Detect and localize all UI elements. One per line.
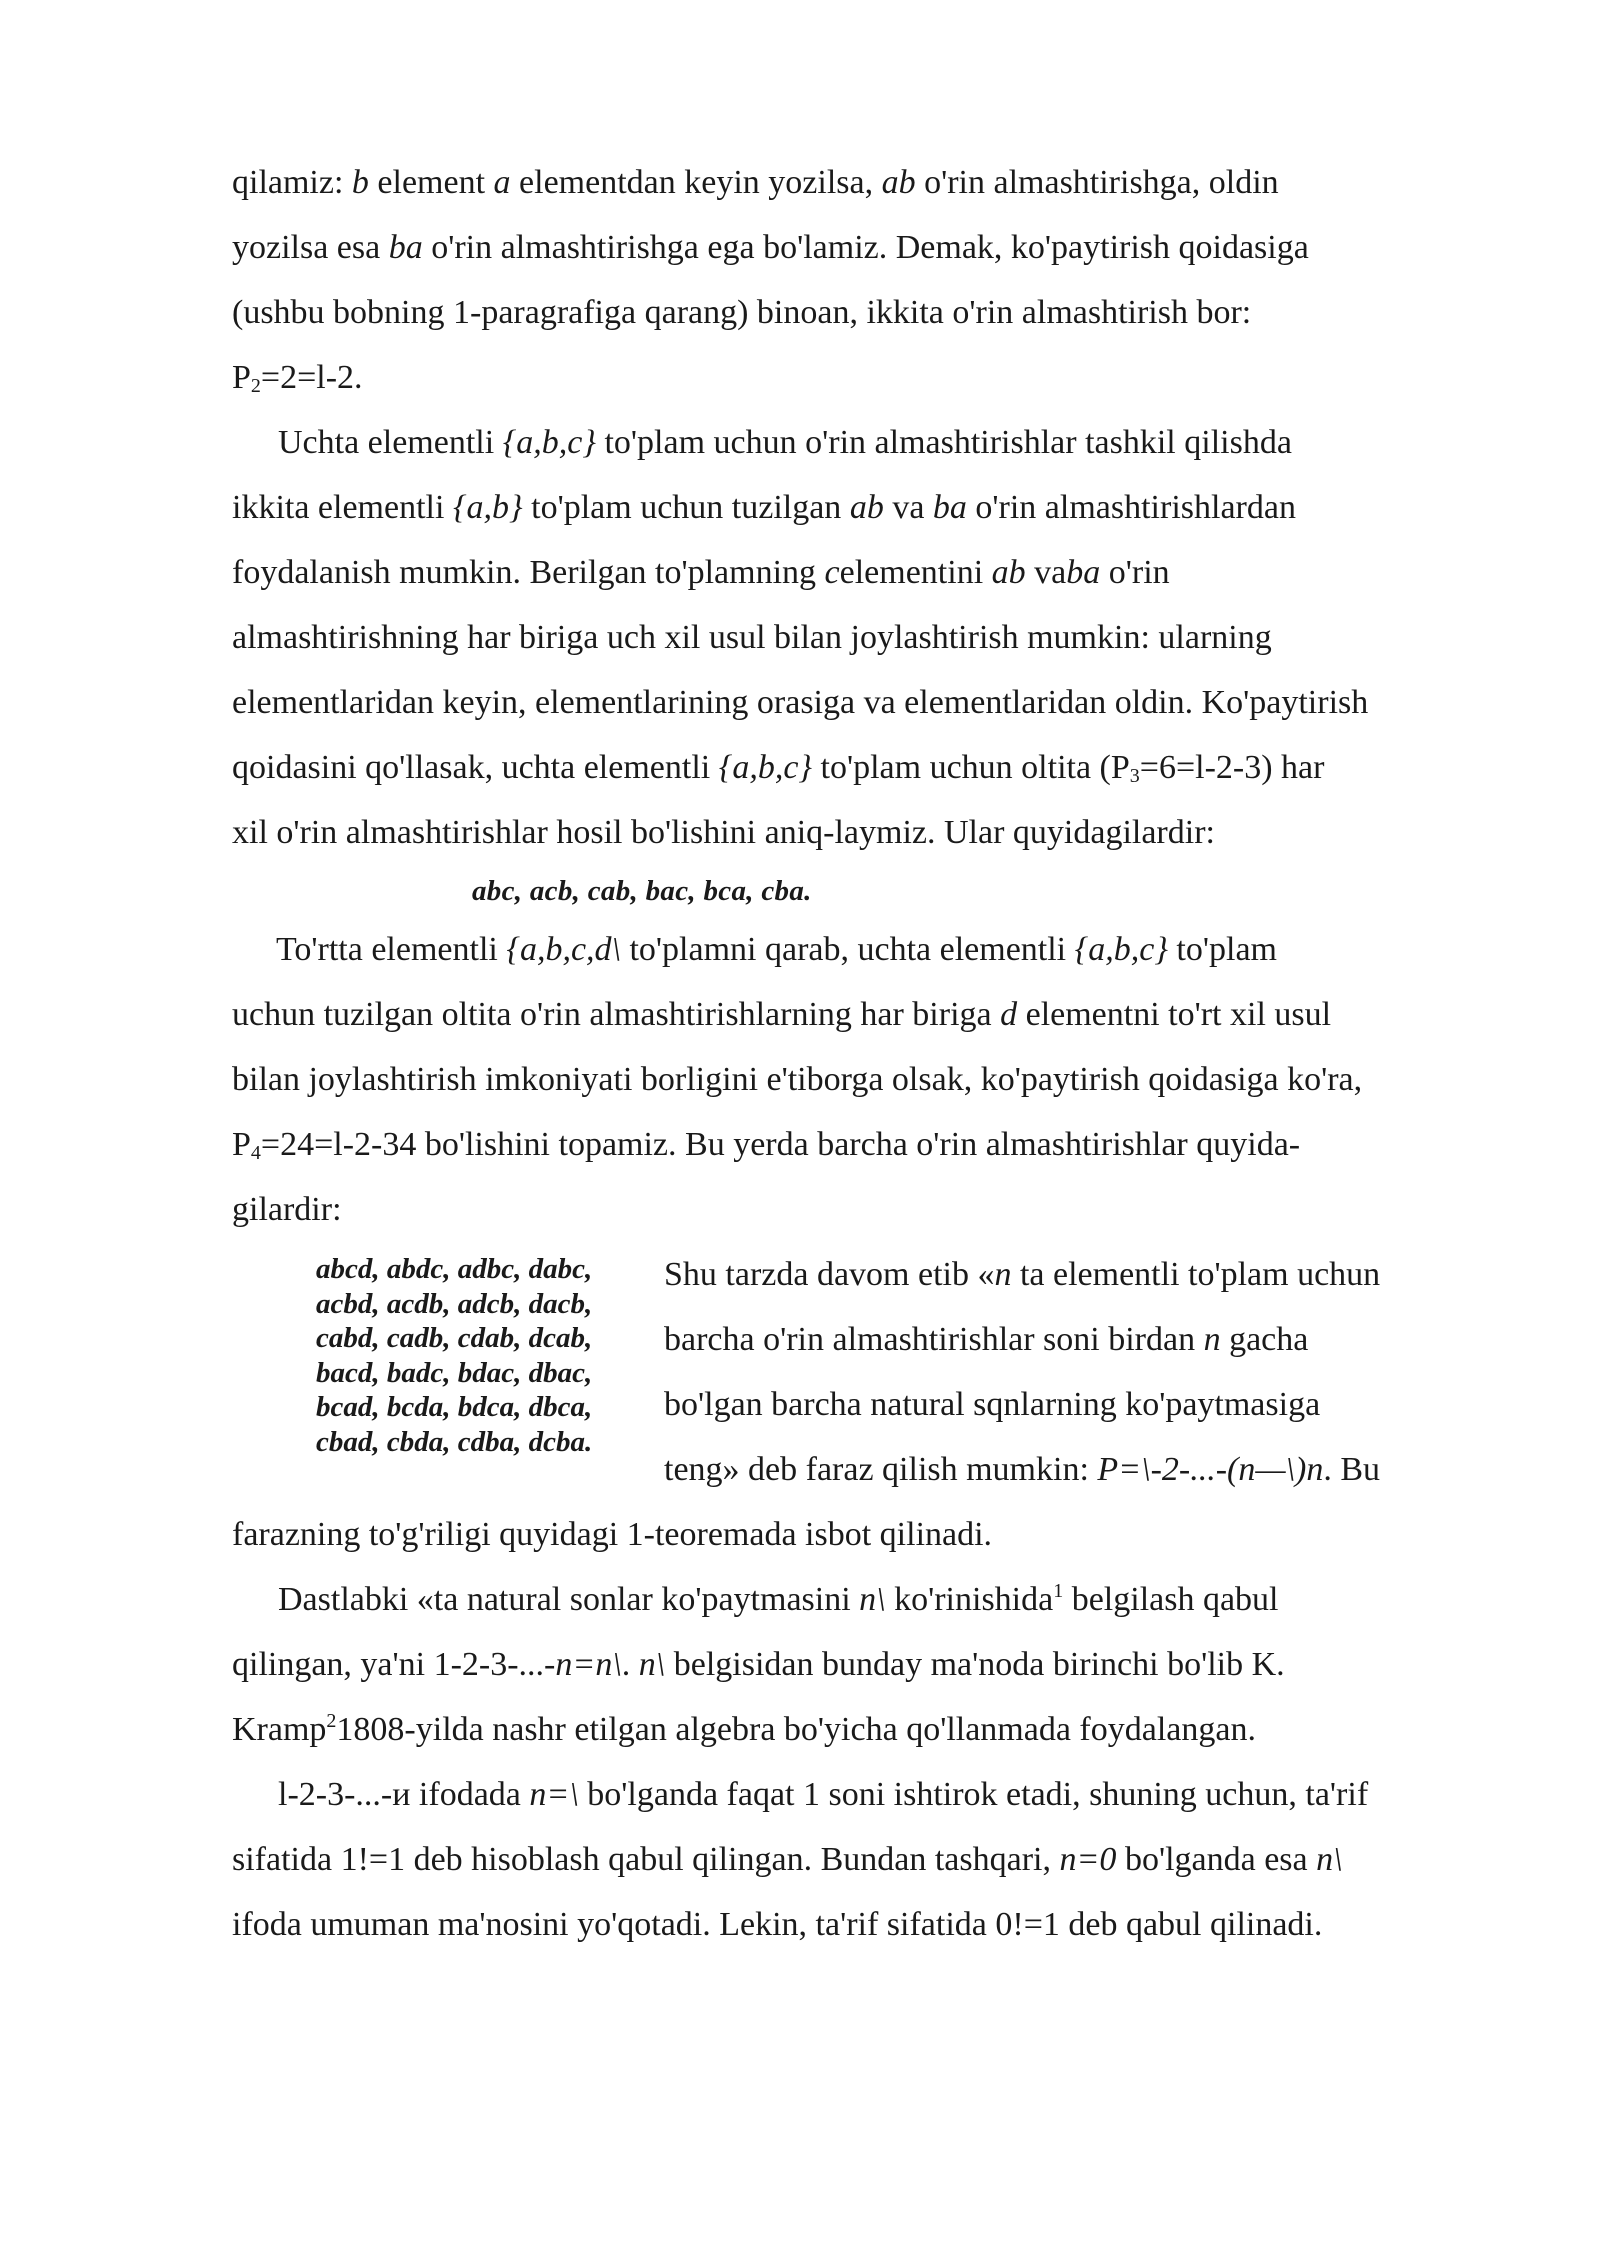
text-line: $P_2=2=l-2$. <box>232 359 363 397</box>
text-line: foydalanish mumkin. Berilgan to'plamning celementini ab vaba o'rin <box>232 554 1170 591</box>
text-line: uchun tuzilgan oltita o'rin almashtirishlarning har biriga d elementni to'rt xil usul <box>232 996 1332 1033</box>
text-line: yozilsa esa ba o'rin almashtirishga ega bo'lamiz. Demak, ko'paytirish qoidasiga <box>232 229 1309 266</box>
text-line: bilan joylashtirish imkoniyati borligini e'tiborga olsak, ko'paytirish qoidasiga ko'ra, <box>232 1061 1363 1098</box>
permutation-row: cbad, cbda, cdba, dcba. <box>316 1425 593 1458</box>
text-line: Uchta elementli {a,b,c} to'plam uchun o'rin almashtirishlar tashkil qilishda <box>278 424 1292 461</box>
text-line: gilardir: <box>232 1191 342 1228</box>
permutation-row: acbd, acdb, adcb, dacb, <box>316 1287 593 1320</box>
footnote-ref: 1 <box>1053 1580 1064 1602</box>
text-line: Kramp$^2$1808-yilda nashr etilgan algebra bo'yicha qo'llanmada foydalangan. <box>232 1710 1256 1748</box>
body-text <box>232 150 1492 1957</box>
text-line: farazning to'g'riligi quyidagi 1-teoremada isbot qilinadi. <box>232 1516 993 1553</box>
permutation-row: bacd, badc, bdac, dbac, <box>316 1356 593 1389</box>
text-line: bo'lgan barcha natural sqnlarning ko'paytmasiga <box>664 1386 1321 1423</box>
permutations-of-four <box>316 1252 592 1460</box>
text-line: ikkita elementli {a,b} to'plam uchun tuzilgan ab va ba o'rin almashtirishlardan <box>232 489 1296 526</box>
paragraph-3 <box>232 917 1492 1242</box>
text-line: qilamiz: b element a elementdan keyin yozilsa, ab o'rin almashtirishga, oldin <box>232 164 1279 201</box>
paragraph-2 <box>232 410 1492 865</box>
paragraph-6 <box>232 1762 1492 1957</box>
permutations-block <box>232 1242 1492 1502</box>
permutations-of-three: abc, acb, cab, bac, bca, cba. <box>472 875 812 907</box>
text-line: ifoda umuman ma'nosini yo'qotadi. Lekin, ta'rif sifatida 0!=1 deb qabul qilinadi. <box>232 1906 1323 1943</box>
permutation-row: cabd, cadb, cdab, dcab, <box>316 1322 593 1355</box>
permutation-row: abcd, abdc, adbc, dabc, <box>316 1253 593 1285</box>
text-line: xil o'rin almashtirishlar hosil bo'lishini aniq-laymiz. Ular quyidagilardir: <box>232 814 1215 851</box>
text-line: qoidasini qo'llasak, uchta elementli {a,b,c} to'plam uchun oltita $(P_3=6=l-2-3)$ har <box>232 749 1325 787</box>
text-line: $P_4=24=l-2-34$ bo'lishini topamiz. Bu yerda barcha o'rin almashtirishlar quyida- <box>232 1126 1301 1164</box>
permutation-row: bcad, bcda, bdca, dbca, <box>316 1391 593 1424</box>
text-line: Dastlabki «ta natural sonlar ko'paytmasini n\ ko'rinishida$^1$ belgilash qabul <box>278 1580 1279 1618</box>
text-line: qilingan, ya'ni 1-2-3-...-n=n\. n\ belgisidan bunday ma'noda birinchi bo'lib K. <box>232 1646 1285 1683</box>
text-line: sifatida 1!=1 deb hisoblash qabul qilingan. Bundan tashqari, n=0 bo'lganda esa n\ <box>232 1841 1343 1878</box>
text-line: barcha o'rin almashtirishlar soni birdan n gacha <box>664 1321 1309 1358</box>
paragraph-1 <box>232 150 1492 410</box>
text-line: Shu tarzda davom etib «n ta elementli to'plam uchun <box>664 1256 1381 1293</box>
text-line: (ushbu bobning 1-paragrafiga qarang) binoan, ikkita o'rin almashtirish bor: <box>232 294 1252 331</box>
text-line: teng» deb faraz qilish mumkin: P=\-2-...-(n—\)n. Bu <box>664 1451 1381 1488</box>
text-line: To'rtta elementli {a,b,c,d\ to'plamni qarab, uchta elementli {a,b,c} to'plam <box>276 931 1277 968</box>
paragraph-5 <box>232 1567 1492 1762</box>
text-line: elementlaridan keyin, elementlarining orasiga va elementlaridan oldin. Ko'paytirish <box>232 684 1369 721</box>
side-text <box>664 1242 1504 1502</box>
footnote-ref: 2 <box>326 1710 337 1732</box>
text-line: l-2-3-...-и ifodada n=\ bo'lganda faqat 1 soni ishtirok etadi, shuning uchun, ta'rif <box>278 1776 1369 1813</box>
text-line: almashtirishning har biriga uch xil usul bilan joylashtirish mumkin: ularning <box>232 619 1272 656</box>
